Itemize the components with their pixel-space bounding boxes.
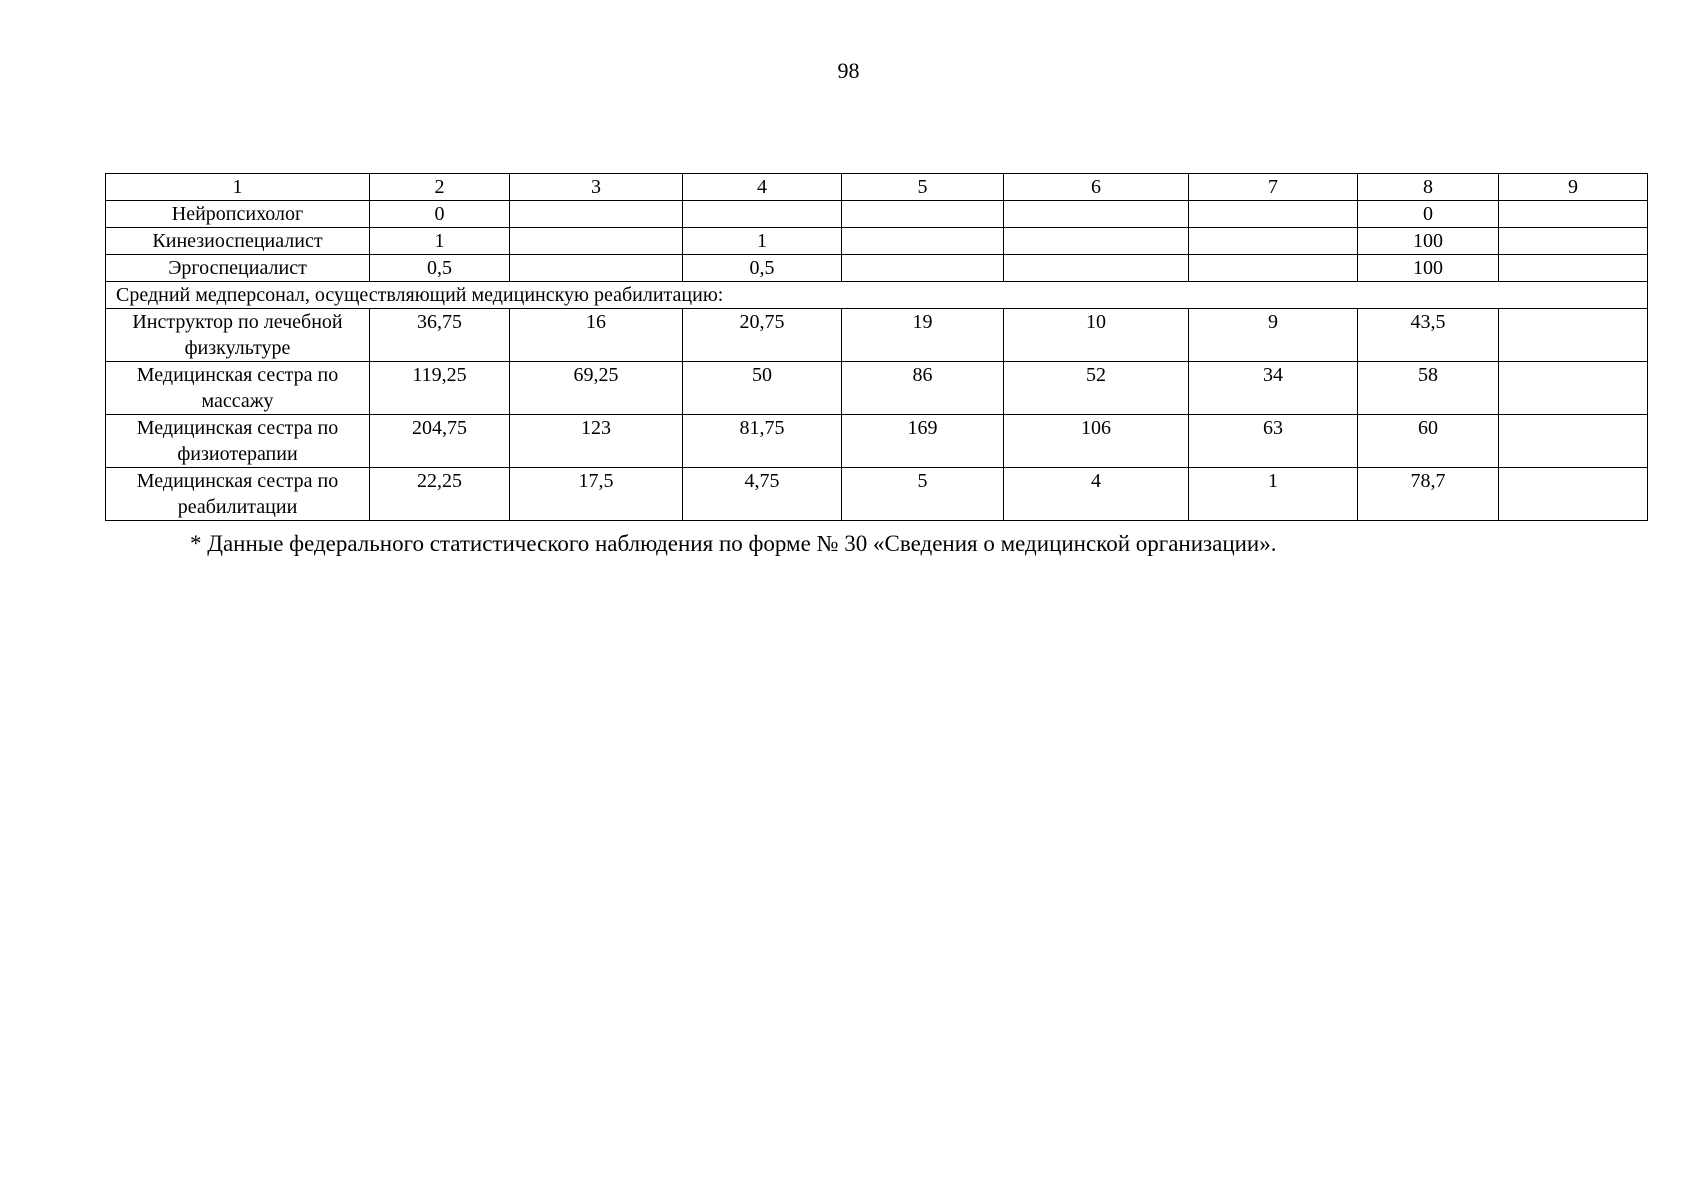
table-cell: [1499, 415, 1648, 468]
column-number-row: [106, 174, 1648, 201]
table-cell: 4: [1004, 468, 1189, 521]
table-cell: 50: [683, 362, 842, 415]
row-label-cell: Медицинская сестра по физиотерапии: [106, 415, 370, 468]
table-cell: [842, 228, 1004, 255]
table-cell: [1004, 255, 1189, 282]
table-cell: [510, 255, 683, 282]
table-cell: 123: [510, 415, 683, 468]
column-number-cell: 8: [1358, 174, 1499, 201]
row-label-cell: Нейропсихолог: [106, 201, 370, 228]
table-cell: [1499, 201, 1648, 228]
table-row: [106, 468, 1648, 521]
table-cell: 0: [370, 201, 510, 228]
table-row: [106, 255, 1648, 282]
table-row: [106, 228, 1648, 255]
table-cell: 5: [842, 468, 1004, 521]
table-cell: [1189, 201, 1358, 228]
column-number-cell: 4: [683, 174, 842, 201]
table-cell: 1: [1189, 468, 1358, 521]
table-cell: 10: [1004, 309, 1189, 362]
table-cell: 0: [1358, 201, 1499, 228]
table-cell: [1499, 468, 1648, 521]
table-cell: [1004, 201, 1189, 228]
row-label-cell: Медицинская сестра по реабилитации: [106, 468, 370, 521]
table-row: [106, 201, 1648, 228]
table-cell: 52: [1004, 362, 1189, 415]
table-cell: 119,25: [370, 362, 510, 415]
column-number-cell: 5: [842, 174, 1004, 201]
table-cell: [683, 201, 842, 228]
table-cell: 169: [842, 415, 1004, 468]
table-row: [106, 415, 1648, 468]
row-label-cell: Эргоспециалист: [106, 255, 370, 282]
section-title: Средний медперсонал, осуществляющий медицинскую реабилитацию:: [106, 282, 1648, 309]
table-cell: 78,7: [1358, 468, 1499, 521]
table-cell: 100: [1358, 255, 1499, 282]
table-cell: [1499, 362, 1648, 415]
table-cell: 16: [510, 309, 683, 362]
column-number-cell: 2: [370, 174, 510, 201]
table-cell: [842, 255, 1004, 282]
column-number-cell: 6: [1004, 174, 1189, 201]
table-cell: 36,75: [370, 309, 510, 362]
table-cell: 1: [683, 228, 842, 255]
row-label-cell: Кинезиоспециалист: [106, 228, 370, 255]
table-cell: 1: [370, 228, 510, 255]
table-cell: [1004, 228, 1189, 255]
table-cell: [1189, 255, 1358, 282]
page-number: 98: [837, 58, 860, 83]
table-cell: 204,75: [370, 415, 510, 468]
table-cell: 81,75: [683, 415, 842, 468]
table-row: [106, 362, 1648, 415]
table-cell: 0,5: [370, 255, 510, 282]
table-cell: [510, 201, 683, 228]
table-cell: 0,5: [683, 255, 842, 282]
table-cell: 43,5: [1358, 309, 1499, 362]
table-cell: 60: [1358, 415, 1499, 468]
row-label-cell: Инструктор по лечебной физкультуре: [106, 309, 370, 362]
staffing-table: [105, 173, 1648, 521]
table-cell: [842, 201, 1004, 228]
table-cell: 19: [842, 309, 1004, 362]
table-cell: 63: [1189, 415, 1358, 468]
table-cell: 34: [1189, 362, 1358, 415]
table-cell: 106: [1004, 415, 1189, 468]
table-cell: [1499, 309, 1648, 362]
row-label-cell: Медицинская сестра по массажу: [106, 362, 370, 415]
column-number-cell: 9: [1499, 174, 1648, 201]
table-cell: [510, 228, 683, 255]
table-row: [106, 309, 1648, 362]
table-cell: 100: [1358, 228, 1499, 255]
column-number-cell: 3: [510, 174, 683, 201]
table-cell: 58: [1358, 362, 1499, 415]
table-cell: 20,75: [683, 309, 842, 362]
table-cell: [1189, 228, 1358, 255]
table-cell: 4,75: [683, 468, 842, 521]
footnote: * Данные федерального статистического наблюдения по форме № 30 «Сведения о медицинской организации».: [190, 531, 1277, 556]
table-cell: 9: [1189, 309, 1358, 362]
table-cell: 22,25: [370, 468, 510, 521]
section-row: [106, 282, 1648, 309]
table-cell: 69,25: [510, 362, 683, 415]
table-cell: [1499, 228, 1648, 255]
table-cell: [1499, 255, 1648, 282]
column-number-cell: 1: [106, 174, 370, 201]
table-cell: 17,5: [510, 468, 683, 521]
table-cell: 86: [842, 362, 1004, 415]
column-number-cell: 7: [1189, 174, 1358, 201]
